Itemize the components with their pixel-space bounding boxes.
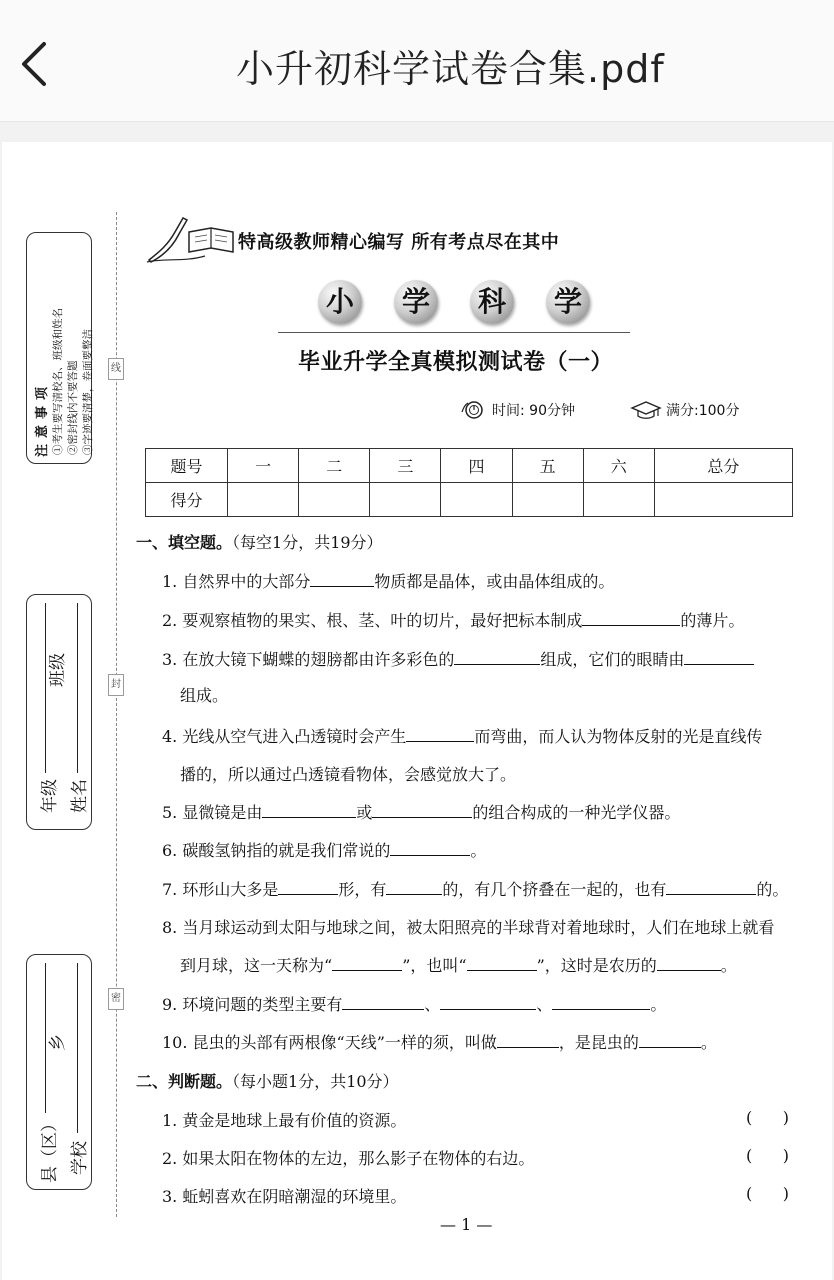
question-text: 8. 当月球运动到太阳与地球之间，被太阳照亮的半球背对着地球时，人们在地球上就看	[162, 918, 775, 937]
answer-blank[interactable]	[657, 955, 721, 971]
notice-line-3: ③字迹要清楚，卷面要整洁	[82, 329, 94, 455]
score-cell	[512, 483, 583, 517]
question-4	[162, 724, 762, 747]
time-label: 时间: 90分钟	[492, 403, 575, 419]
table-row	[146, 483, 793, 517]
class-label: 班级	[48, 653, 68, 687]
table-row	[146, 449, 793, 483]
question-text: 6. 碳酸氢钠指的就是我们常说的	[162, 841, 391, 860]
answer-blank[interactable]	[386, 879, 442, 895]
question-text: 4. 光线从空气进入凸透镜时会产生	[162, 727, 407, 746]
town-label: 乡	[48, 1034, 68, 1051]
notice-line-1: ①考生要写清校名、班级和姓名	[52, 308, 64, 455]
question-text: 物质都是晶体，或由晶体组成的。	[374, 572, 615, 591]
answer-blank[interactable]	[332, 955, 402, 971]
question-text: 2. 要观察植物的果实、根、茎、叶的切片，最好把标本制成	[162, 611, 583, 630]
answer-paren[interactable]: ( )	[746, 1184, 789, 1203]
question-text: 5. 显微镜是由	[162, 803, 263, 822]
table-cell: 二	[299, 449, 370, 483]
question-text: ”，这时是农历的	[536, 956, 657, 975]
section-note: （每小题1分，共10分）	[232, 1072, 399, 1091]
table-cell: 四	[441, 449, 512, 483]
question-4-cont: 播的，所以通过凸透镜看物体，会感觉放大了。	[180, 765, 517, 784]
score-cell	[654, 483, 792, 517]
question-6	[162, 838, 486, 861]
pen-book-icon	[145, 212, 237, 264]
answer-blank[interactable]	[582, 610, 680, 626]
question-text: 。	[700, 1033, 717, 1052]
subject-title	[318, 280, 598, 328]
answer-paren[interactable]: ( )	[746, 1146, 789, 1165]
notice-heading: 注意事项	[35, 380, 50, 457]
slogan: 特高级教师精心编写 所有考点尽在其中	[238, 232, 560, 253]
answer-blank[interactable]	[467, 955, 537, 971]
judge-question-1: 1. 黄金是地球上最有价值的资源。	[162, 1111, 407, 1130]
question-text: 9. 环境问题的类型主要有	[162, 995, 343, 1014]
question-1	[162, 569, 614, 592]
section-1-heading	[136, 530, 383, 553]
table-cell: 得分	[146, 483, 228, 517]
question-text: 。	[650, 995, 667, 1014]
judge-question-2: 2. 如果太阳在物体的左边，那么影子在物体的右边。	[162, 1149, 535, 1168]
section-2-heading	[136, 1069, 399, 1092]
question-text: ，是昆虫的	[558, 1033, 639, 1052]
score-cell	[299, 483, 370, 517]
table-cell: 题号	[146, 449, 228, 483]
question-text: 1. 自然界中的大部分	[162, 572, 311, 591]
answer-blank[interactable]	[342, 994, 424, 1010]
answer-blank[interactable]	[552, 994, 650, 1010]
question-text: 组成，它们的眼睛由	[540, 650, 685, 669]
document-title: 小升初科学试卷合集.pdf	[236, 47, 665, 91]
subject-char: 科	[470, 280, 514, 324]
app-bar	[0, 0, 834, 122]
pdf-page[interactable]	[2, 142, 832, 1280]
grade-label: 年级	[40, 779, 60, 813]
question-text: 3. 在放大镜下蝴蝶的翅膀都由许多彩色的	[162, 650, 455, 669]
name-label: 姓名	[70, 779, 90, 813]
exam-score	[630, 400, 739, 420]
student-info-box	[26, 594, 92, 830]
seal-mark-feng: 封	[108, 674, 124, 696]
question-10	[162, 1030, 717, 1053]
notice-box	[26, 232, 92, 464]
page-number: — 1 —	[440, 1215, 493, 1234]
question-8	[162, 915, 774, 938]
school-info-box	[26, 954, 92, 1190]
answer-blank[interactable]	[406, 726, 474, 742]
question-text: 的，有几个挤叠在一起的，也有	[442, 880, 667, 899]
question-7	[162, 877, 788, 900]
question-text: 到月球，这一天称为“	[180, 956, 333, 975]
question-3	[162, 647, 754, 670]
question-text: 。	[470, 841, 487, 860]
judge-question-3: 3. 蚯蚓喜欢在阴暗潮湿的环境里。	[162, 1187, 407, 1206]
question-text: ”，也叫“	[402, 956, 467, 975]
question-text: 形，有	[338, 880, 387, 899]
table-cell: 五	[512, 449, 583, 483]
question-text: 的薄片。	[680, 611, 745, 630]
exam-title: 毕业升学全真模拟测试卷（一）	[298, 350, 614, 375]
question-text: 。	[720, 956, 737, 975]
answer-blank[interactable]	[390, 840, 470, 856]
subject-char: 学	[546, 280, 590, 324]
school-label: 学校	[70, 1141, 90, 1175]
answer-blank[interactable]	[497, 1032, 559, 1048]
question-text: 7. 环形山大多是	[162, 880, 279, 899]
table-cell: 总分	[654, 449, 792, 483]
exam-time	[460, 400, 575, 420]
school-line	[77, 963, 78, 1133]
question-text: 、	[536, 995, 553, 1014]
section-title: 二、判断题。	[136, 1072, 233, 1091]
subject-char: 小	[318, 280, 362, 324]
graduation-cap-icon	[630, 400, 662, 420]
clock-icon	[460, 400, 488, 420]
table-cell: 一	[228, 449, 299, 483]
question-2	[162, 608, 744, 631]
seal-mark-mi: 密	[108, 988, 124, 1010]
answer-blank[interactable]	[278, 879, 338, 895]
header-divider	[278, 332, 630, 333]
question-text: 的。	[756, 880, 789, 899]
score-table	[145, 448, 793, 517]
question-text: 、	[424, 995, 441, 1014]
table-cell: 六	[583, 449, 654, 483]
question-text: 10. 昆虫的头部有两根像“天线”一样的须，叫做	[162, 1033, 497, 1052]
answer-blank[interactable]	[440, 994, 536, 1010]
answer-blank[interactable]	[372, 802, 472, 818]
name-line	[77, 603, 78, 773]
question-3-cont: 组成。	[180, 686, 229, 705]
subject-char: 学	[394, 280, 438, 324]
answer-blank[interactable]	[262, 802, 356, 818]
back-button[interactable]	[14, 38, 54, 90]
section-title: 一、填空题。	[136, 533, 233, 552]
grade-class-line	[45, 603, 46, 773]
score-cell	[441, 483, 512, 517]
table-cell: 三	[370, 449, 441, 483]
score-cell	[228, 483, 299, 517]
question-5	[162, 800, 680, 823]
answer-blank[interactable]	[684, 649, 754, 665]
answer-blank[interactable]	[639, 1032, 701, 1048]
question-text: 而弯曲，而人认为物体反射的光是直线传	[474, 727, 763, 746]
score-cell	[370, 483, 441, 517]
section-note: （每空1分，共19分）	[232, 533, 383, 552]
question-9	[162, 992, 666, 1015]
answer-blank[interactable]	[666, 879, 756, 895]
seal-mark-xian: 线	[108, 358, 124, 380]
answer-blank[interactable]	[454, 649, 540, 665]
score-label: 满分:100分	[666, 403, 740, 419]
county-label: 县（区）	[40, 1115, 60, 1183]
chevron-left-icon	[14, 38, 54, 90]
answer-paren[interactable]: ( )	[746, 1108, 789, 1127]
score-cell	[583, 483, 654, 517]
question-text: 的组合构成的一种光学仪器。	[472, 803, 681, 822]
question-text: 或	[356, 803, 373, 822]
notice-line-2: ②密封线内不要答题	[67, 360, 79, 455]
answer-blank[interactable]	[310, 571, 374, 587]
question-8-cont	[180, 953, 737, 976]
